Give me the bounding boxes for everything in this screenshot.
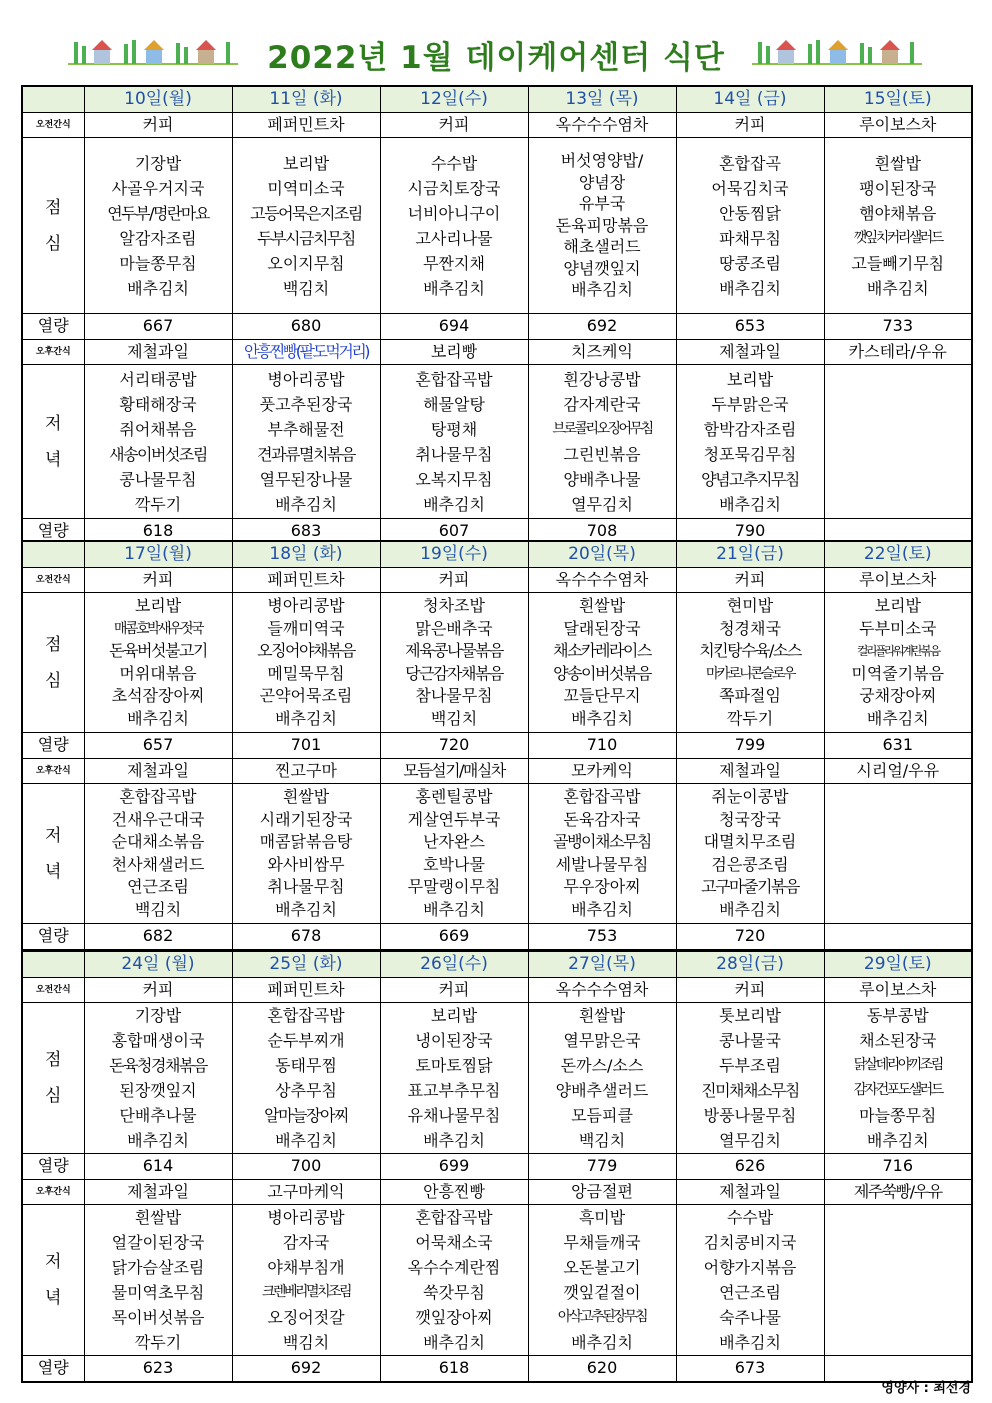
kcal-cell: 708 (528, 519, 676, 545)
lunch-kcal-row (22, 1154, 972, 1180)
am-snack-cell: 커피 (380, 112, 528, 138)
pm-snack-cell: 제철과일 (84, 1179, 232, 1205)
kcal-cell: 720 (676, 924, 824, 950)
dinner-label: 저 녁 (22, 784, 84, 924)
kcal-cell: 667 (84, 314, 232, 340)
lunch-cell: 보리밥 두부미소국 컬리플라워계란볶음 미역줄기볶음 궁채장아찌 배추김치 (824, 593, 972, 733)
am-snack-cell: 루이보스차 (824, 112, 972, 138)
day-header: 14일 (금) (676, 86, 824, 112)
kcal-cell: 614 (84, 1154, 232, 1180)
date-row (22, 951, 972, 977)
kcal-cell: 653 (676, 314, 824, 340)
kcal-cell: 680 (232, 314, 380, 340)
am-snack-cell: 옥수수수염차 (528, 567, 676, 593)
kcal-cell: 692 (528, 314, 676, 340)
pm-snack-cell: 모듬설기/매실차 (380, 758, 528, 784)
pm-snack-cell: 앙금절편 (528, 1179, 676, 1205)
kcal-cell: 607 (380, 519, 528, 545)
day-header: 10일(월) (84, 86, 232, 112)
dinner-cell: 수수밥 김치콩비지국 어향가지볶음 연근조림 숙주나물 배추김치 (676, 1205, 824, 1356)
kcal-cell: 623 (84, 1356, 232, 1382)
am-snack-cell: 커피 (380, 567, 528, 593)
dinner-cell-empty (824, 365, 972, 519)
dinner-kcal-row (22, 1356, 972, 1382)
am-snack-row (22, 567, 972, 593)
kcal-cell: 716 (824, 1154, 972, 1180)
kcal-cell: 790 (676, 519, 824, 545)
page-title: 2022년 1월 데이케어센터 식단 (267, 40, 725, 76)
pm-snack-cell: 제철과일 (676, 339, 824, 365)
kcal-cell: 618 (84, 519, 232, 545)
lunch-cell: 청차조밥 맑은배추국 제육콩나물볶음 당근감자채볶음 참나물무침 백김치 (380, 593, 528, 733)
kcal-cell: 720 (380, 733, 528, 759)
am-snack-cell: 페퍼민트차 (232, 567, 380, 593)
pm-snack-cell: 제철과일 (84, 339, 232, 365)
lunch-cell: 기장밥 홍합매생이국 돈육청경채볶음 된장깻잎지 단배추나물 배추김치 (84, 1003, 232, 1154)
am-snack-cell: 루이보스차 (824, 567, 972, 593)
lunch-cell: 보리밥 미역미소국 고등어묵은지조림 두부시금치무침 오이지무침 백김치 (232, 138, 380, 314)
day-header: 24일 (월) (84, 951, 232, 977)
am-snack-cell: 페퍼민트차 (232, 112, 380, 138)
lunch-label: 점 심 (22, 593, 84, 733)
am-snack-cell: 커피 (84, 567, 232, 593)
kcal-cell: 657 (84, 733, 232, 759)
am-snack-cell: 커피 (676, 112, 824, 138)
kcal-cell: 701 (232, 733, 380, 759)
pm-snack-cell: 제철과일 (676, 758, 824, 784)
dinner-cell: 흰강낭콩밥 감자계란국 브로콜리오징어무침 그린빈볶음 양배추나물 열무김치 (528, 365, 676, 519)
pm-snack-label: 오후간식 (22, 1179, 84, 1205)
date-row (22, 541, 972, 567)
day-header: 25일 (화) (232, 951, 380, 977)
kcal-cell: 779 (528, 1154, 676, 1180)
dinner-cell: 혼합잡곡밥 어묵채소국 옥수수계란찜 쑥갓무침 깻잎장아찌 배추김치 (380, 1205, 528, 1356)
dinner-cell: 병아리콩밥 풋고추된장국 부추해물전 견과류멸치볶음 열무된장나물 배추김치 (232, 365, 380, 519)
day-header: 27일(목) (528, 951, 676, 977)
lunch-cell: 혼합잡곡 어묵김치국 안동찜닭 파채무침 땅콩조림 배추김치 (676, 138, 824, 314)
dinner-cell: 홍렌틸콩밥 게살연두부국 난자완스 호박나물 무말랭이무침 배추김치 (380, 784, 528, 924)
dinner-cell: 보리밥 두부맑은국 함박감자조림 청포묵김무침 양념고추지무침 배추김치 (676, 365, 824, 519)
kcal-label: 열량 (22, 1356, 84, 1382)
kcal-cell: 678 (232, 924, 380, 950)
dinner-cell: 혼합잡곡밥 해물알탕 탕평채 취나물무침 오복지무침 배추김치 (380, 365, 528, 519)
lunch-cell: 톳보리밥 콩나물국 두부조림 진미채채소무침 방풍나물무침 열무김치 (676, 1003, 824, 1154)
dinner-cell-empty (824, 784, 972, 924)
kcal-label: 열량 (22, 314, 84, 340)
lunch-cell: 동부콩밥 채소된장국 닭살데리야끼조림 감자건포도샐러드 마늘쫑무침 배추김치 (824, 1003, 972, 1154)
kcal-cell: 669 (380, 924, 528, 950)
kcal-cell (824, 924, 972, 950)
lunch-cell: 흰쌀밥 팽이된장국 햄야채볶음 깻잎치커리샐러드 고들빼기무침 배추김치 (824, 138, 972, 314)
kcal-cell: 799 (676, 733, 824, 759)
day-header: 22일(토) (824, 541, 972, 567)
lunch-row (22, 593, 972, 733)
dinner-row (22, 1205, 972, 1356)
day-header: 28일(금) (676, 951, 824, 977)
pm-snack-cell: 고구마케익 (232, 1179, 380, 1205)
am-snack-cell: 커피 (84, 977, 232, 1003)
dinner-row (22, 784, 972, 924)
pm-snack-label: 오후간식 (22, 758, 84, 784)
kcal-cell: 710 (528, 733, 676, 759)
day-header: 15일(토) (824, 86, 972, 112)
kcal-label: 열량 (22, 733, 84, 759)
lunch-cell: 수수밥 시금치토장국 너비아니구이 고사리나물 무짠지채 배추김치 (380, 138, 528, 314)
dinner-cell: 쥐눈이콩밥 청국장국 대멸치무조림 검은콩조림 고구마줄기볶음 배추김치 (676, 784, 824, 924)
pm-snack-cell: 시리얼/우유 (824, 758, 972, 784)
am-snack-label: 오전간식 (22, 977, 84, 1003)
week-1-table (21, 85, 973, 546)
pm-snack-row (22, 758, 972, 784)
day-header: 20일(목) (528, 541, 676, 567)
am-snack-cell: 루이보스차 (824, 977, 972, 1003)
kcal-cell: 682 (84, 924, 232, 950)
dinner-label: 저 녁 (22, 1205, 84, 1356)
lunch-row (22, 138, 972, 314)
kcal-cell: 694 (380, 314, 528, 340)
pm-snack-row (22, 1179, 972, 1205)
page-header (0, 28, 992, 76)
lunch-label: 점 심 (22, 1003, 84, 1154)
pm-snack-cell: 제주쑥빵/우유 (824, 1179, 972, 1205)
kcal-cell: 753 (528, 924, 676, 950)
kcal-cell: 673 (676, 1356, 824, 1382)
lunch-cell: 흰쌀밥 달래된장국 채소카레라이스 양송이버섯볶음 꼬들단무지 배추김치 (528, 593, 676, 733)
village-illustration-right (752, 28, 922, 70)
lunch-label: 점 심 (22, 138, 84, 314)
kcal-label: 열량 (22, 1154, 84, 1180)
dinner-cell: 흑미밥 무채들깨국 오돈불고기 깻잎겉절이 아삭고추된장무침 배추김치 (528, 1205, 676, 1356)
pm-snack-cell: 안흥찐빵 (380, 1179, 528, 1205)
dinner-cell: 혼합잡곡밥 건새우근대국 순대채소볶음 천사채샐러드 연근조림 백김치 (84, 784, 232, 924)
dinner-kcal-row (22, 924, 972, 950)
week-3-table (21, 950, 973, 1383)
pm-snack-cell: 제철과일 (84, 758, 232, 784)
lunch-row (22, 1003, 972, 1154)
day-header: 18일 (화) (232, 541, 380, 567)
week-2-table (21, 540, 973, 951)
dinner-cell: 병아리콩밥 감자국 야채부침개 크렌베리멸치조림 오징어젓갈 백김치 (232, 1205, 380, 1356)
kcal-cell: 620 (528, 1356, 676, 1382)
day-header: 11일 (화) (232, 86, 380, 112)
am-snack-cell: 옥수수수염차 (528, 112, 676, 138)
kcal-cell: 699 (380, 1154, 528, 1180)
dinner-cell: 서리태콩밥 황태해장국 쥐어채볶음 새송이버섯조림 콩나물무침 깍두기 (84, 365, 232, 519)
village-illustration-left (68, 28, 238, 70)
lunch-kcal-row (22, 733, 972, 759)
am-snack-cell: 커피 (676, 567, 824, 593)
lunch-cell: 기장밥 사골우거지국 연두부/명란마요 알감자조림 마늘쫑무침 배추김치 (84, 138, 232, 314)
dinner-cell: 흰쌀밥 얼갈이된장국 닭가슴살조림 물미역초무침 목이버섯볶음 깍두기 (84, 1205, 232, 1356)
lunch-cell: 버섯영양밥/ 양념장 유부국 돈육피망볶음 해초샐러드 양념깻잎지 배추김치 (528, 138, 676, 314)
am-snack-cell: 커피 (84, 112, 232, 138)
am-snack-row (22, 977, 972, 1003)
day-header: 21일(금) (676, 541, 824, 567)
am-snack-label: 오전간식 (22, 567, 84, 593)
date-row (22, 86, 972, 112)
lunch-cell: 병아리콩밥 들깨미역국 오징어야채볶음 메밀묵무침 곤약어묵조림 배추김치 (232, 593, 380, 733)
kcal-cell: 683 (232, 519, 380, 545)
dinner-row (22, 365, 972, 519)
kcal-label: 열량 (22, 924, 84, 950)
am-snack-cell: 커피 (676, 977, 824, 1003)
pm-snack-cell: 카스테라/우유 (824, 339, 972, 365)
am-snack-label: 오전간식 (22, 112, 84, 138)
lunch-cell: 현미밥 청경채국 치킨탕수육/소스 마카로니콘슬로우 쪽파절임 깍두기 (676, 593, 824, 733)
day-header: 29일(토) (824, 951, 972, 977)
dinner-cell: 혼합잡곡밥 돈육감자국 골뱅이채소무침 세발나물무침 무우장아찌 배추김치 (528, 784, 676, 924)
lunch-cell: 보리밥 냉이된장국 토마토찜닭 표고부추무침 유채나물무침 배추김치 (380, 1003, 528, 1154)
pm-snack-cell: 안흥찐빵(팥도먹거리) (232, 339, 380, 365)
am-snack-cell: 옥수수수염차 (528, 977, 676, 1003)
kcal-cell: 692 (232, 1356, 380, 1382)
dietitian-credit: 영양사 : 최선경 (881, 1381, 971, 1396)
dinner-label: 저 녁 (22, 365, 84, 519)
pm-snack-cell: 보리빵 (380, 339, 528, 365)
kcal-cell: 626 (676, 1154, 824, 1180)
kcal-cell: 618 (380, 1356, 528, 1382)
day-header: 17일(월) (84, 541, 232, 567)
am-snack-cell: 페퍼민트차 (232, 977, 380, 1003)
lunch-cell: 흰쌀밥 열무맑은국 돈까스/소스 양배추샐러드 모듬피클 백김치 (528, 1003, 676, 1154)
dinner-cell: 흰쌀밥 시래기된장국 매콤닭볶음탕 와사비쌈무 취나물무침 배추김치 (232, 784, 380, 924)
kcal-cell: 631 (824, 733, 972, 759)
pm-snack-label: 오후간식 (22, 339, 84, 365)
day-header: 12일(수) (380, 86, 528, 112)
pm-snack-cell: 모카케익 (528, 758, 676, 784)
kcal-cell: 733 (824, 314, 972, 340)
pm-snack-cell: 찐고구마 (232, 758, 380, 784)
dinner-cell-empty (824, 1205, 972, 1356)
pm-snack-cell: 치즈케익 (528, 339, 676, 365)
day-header: 26일(수) (380, 951, 528, 977)
kcal-label: 열량 (22, 519, 84, 545)
lunch-cell: 혼합잡곡밥 순두부찌개 동태무찜 상추무침 알마늘장아찌 배추김치 (232, 1003, 380, 1154)
day-header: 13일 (목) (528, 86, 676, 112)
lunch-cell: 보리밥 매콤호박새우젓국 돈육버섯불고기 머위대볶음 초석잠장아찌 배추김치 (84, 593, 232, 733)
kcal-cell: 700 (232, 1154, 380, 1180)
day-header: 19일(수) (380, 541, 528, 567)
lunch-kcal-row (22, 314, 972, 340)
pm-snack-row (22, 339, 972, 365)
am-snack-row (22, 112, 972, 138)
pm-snack-cell: 제철과일 (676, 1179, 824, 1205)
am-snack-cell: 커피 (380, 977, 528, 1003)
